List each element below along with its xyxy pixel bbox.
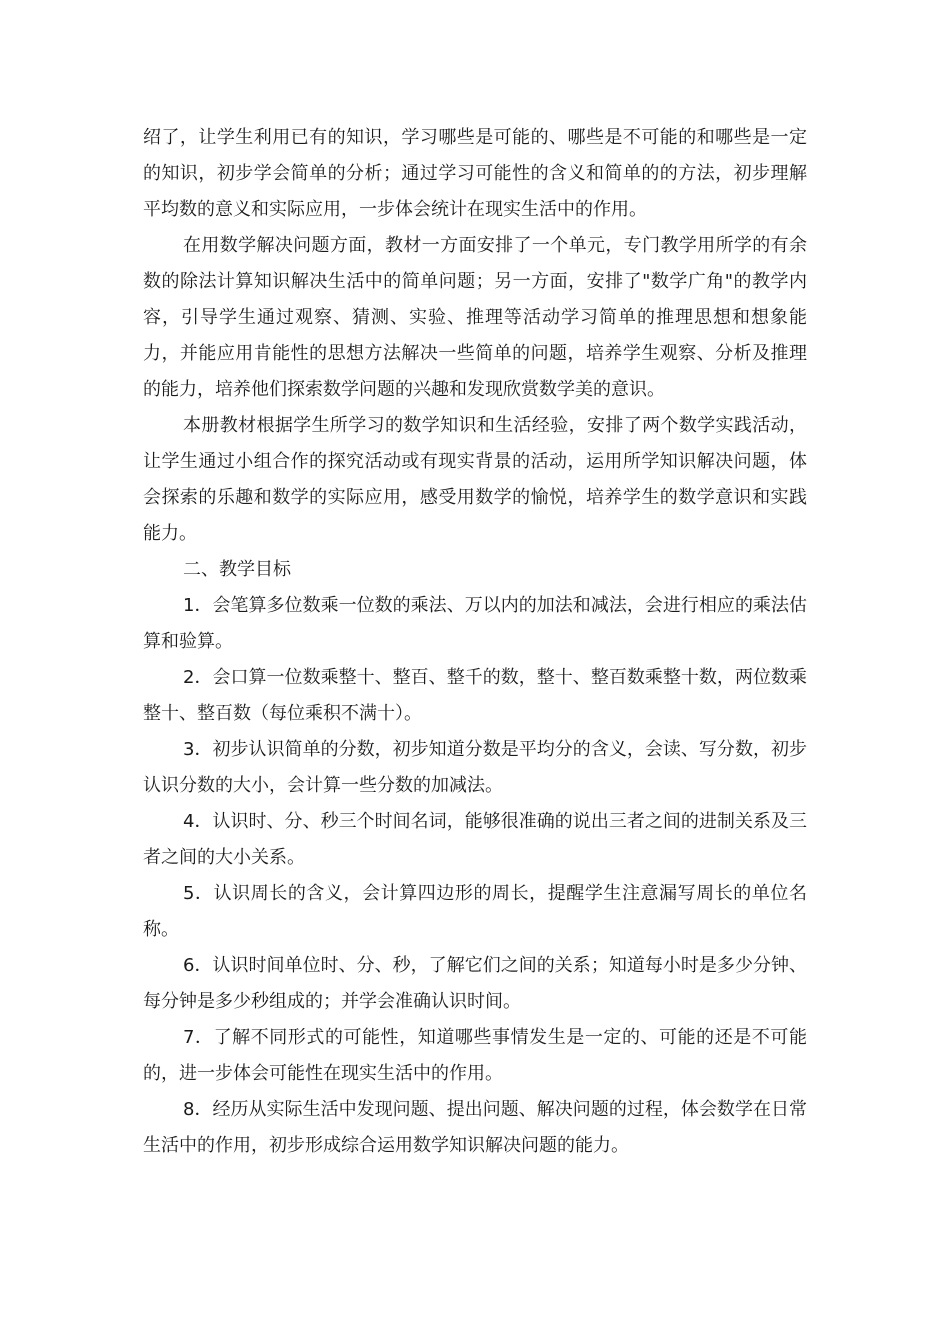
goal-item-1: 1．会笔算多位数乘一位数的乘法、万以内的加法和减法，会进行相应的乘法估算和验算。: [143, 595, 807, 652]
document-page: [143, 120, 807, 1164]
goal-item-8: 8．经历从实际生活中发现问题、提出问题、解决问题的过程，体会数学在日常生活中的作用，初步形成综合运用数学知识解决问题的能力。: [143, 1099, 807, 1156]
goal-item-5: 5．认识周长的含义，会计算四边形的周长，提醒学生注意漏写周长的单位名称。: [143, 883, 807, 940]
goal-item-2: 2．会口算一位数乘整十、整百、整千的数，整十、整百数乘整十数，两位数乘整十、整百数（每位乘积不满十）。: [143, 667, 807, 724]
paragraph-continuation: 绍了，让学生利用已有的知识，学习哪些是可能的、哪些是不可能的和哪些是一定的知识，初步学会简单的分析；通过学习可能性的含义和简单的的方法，初步理解平均数的意义和实际应用，一步体会统计在现实生活中的作用。: [143, 127, 807, 220]
paragraph-problem-solving: 在用数学解决问题方面，教材一方面安排了一个单元，专门教学用所学的有余数的除法计算知识解决生活中的简单问题；另一方面，安排了"数学广角"的教学内容，引导学生通过观察、猜测、实验、推理等活动学习简单的推理思想和想象能力，并能应用肯能性的思想方法解决一些简单的问题，培养学生观察、分析及推理的能力，培养他们探索数学问题的兴趣和发现欣赏数学美的意识。: [143, 235, 807, 400]
section-heading-teaching-goals: 二、教学目标: [183, 559, 291, 580]
goal-item-4: 4．认识时、分、秒三个时间名词，能够很准确的说出三者之间的进制关系及三者之间的大小关系。: [143, 811, 807, 868]
paragraph-practice-activities: 本册教材根据学生所学习的数学知识和生活经验，安排了两个数学实践活动，让学生通过小组合作的探究活动或有现实背景的活动，运用所学知识解决问题，体会探索的乐趣和数学的实际应用，感受用数学的愉悦，培养学生的数学意识和实践能力。: [143, 415, 807, 544]
goal-item-7: 7．了解不同形式的可能性，知道哪些事情发生是一定的、可能的还是不可能的，进一步体会可能性在现实生活中的作用。: [143, 1027, 807, 1084]
goal-item-6: 6．认识时间单位时、分、秒，了解它们之间的关系；知道每小时是多少分钟、每分钟是多少秒组成的；并学会准确认识时间。: [143, 955, 807, 1012]
goal-item-3: 3．初步认识简单的分数，初步知道分数是平均分的含义，会读、写分数，初步认识分数的大小，会计算一些分数的加减法。: [143, 739, 807, 796]
